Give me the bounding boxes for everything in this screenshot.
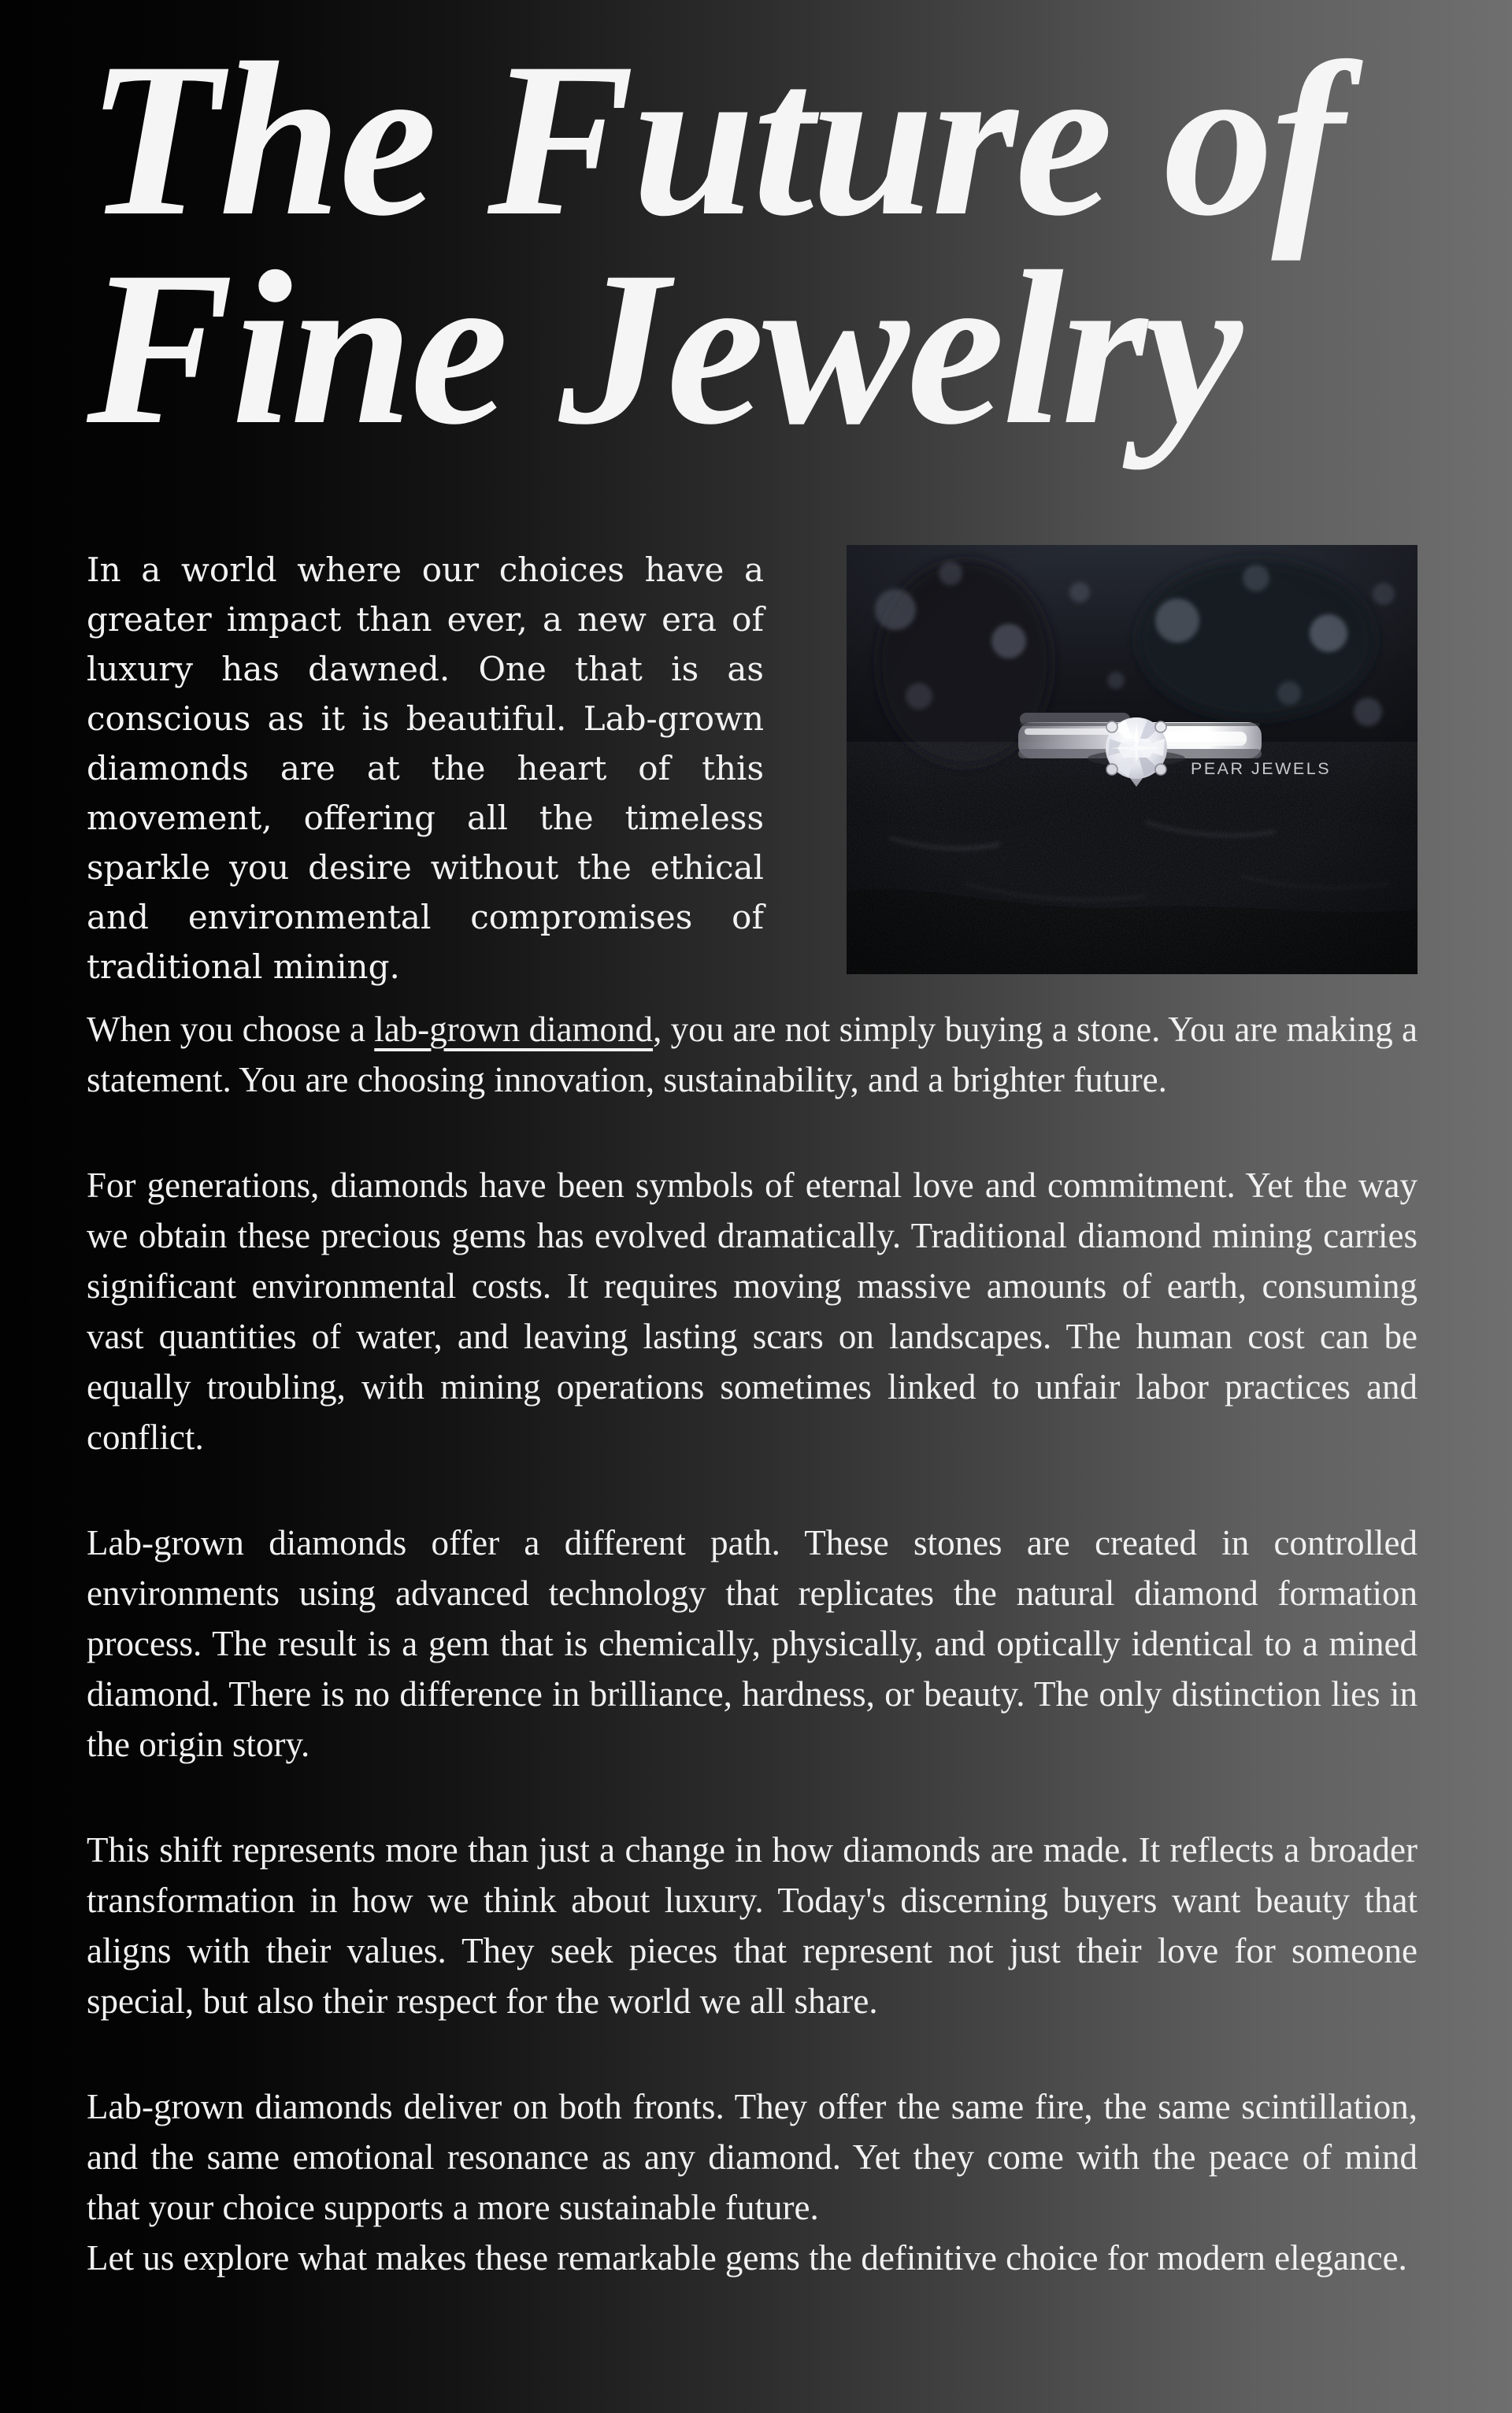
paragraph-shift: This shift represents more than just a change in how diamonds are made. It reflects a broader transformation in how we think about luxury. Today's discerning buyers want beauty that aligns with their values. They seek pieces that represent not just their love for someone special, but also their respect for the world we all share. (87, 1830, 1418, 2021)
paragraph-closing (87, 2081, 1418, 2283)
ring-photo-illustration (847, 545, 1418, 974)
photo-vignette (847, 545, 1418, 974)
paragraph-choose-before: When you choose a (87, 1010, 375, 1049)
lab-grown-diamond-link[interactable]: lab-grown diamond (374, 1010, 654, 1049)
article-body (87, 1004, 1418, 2283)
intro-paragraph: In a world where our choices have a greater impact than ever, a new era of luxury has dawned. One that is as conscious as it is beautiful. Lab-grown diamonds are at the heart of this movement, offering all the timeless sparkle you desire without the ethical and environmental compromises of traditional mining. (87, 550, 764, 986)
paragraph-generations: For generations, diamonds have been symbols of eternal love and commitment. Yet the way we obtain these precious gems has evolved dramatically. Traditional diamond mining carries significant environmental costs. It requires moving massive amounts of earth, consuming vast quantities of water, and leaving lasting scars on landscapes. The human cost can be equally troubling, with mining operations sometimes linked to unfair labor practices and conflict. (87, 1166, 1418, 1457)
page-title (87, 17, 1418, 470)
closing-line-text: Let us explore what makes these remarkable gems the definitive choice for modern elegance. (87, 2238, 1407, 2278)
paragraph-different-path: Lab-grown diamonds offer a different path. These stones are created in controlled environments using advanced technology that replicates the natural diamond formation process. The result is a gem that is chemically, physically, and optically identical to a mined diamond. There is no difference in brilliance, hardness, or beauty. The only distinction lies in the origin story. (87, 1523, 1418, 1764)
intro-section (87, 545, 1418, 992)
hero-image (847, 545, 1418, 974)
page-title-line-2: Fine Jewelry (87, 225, 1240, 470)
paragraph-choose-after: , you are not simply buying a stone. You are making a statement. You are choosing innovation, sustainability, and a brighter future. (87, 1010, 1418, 1099)
closing-paragraph-text: Lab-grown diamonds deliver on both fronts. They offer the same fire, the same scintillation, and the same emotional resonance as any diamond. Yet they come with the peace of mind that your choice supports a more sustainable future. (87, 2087, 1418, 2227)
paragraph-choose (87, 1004, 1418, 1105)
page-title-line-1: The Future of (87, 17, 1343, 261)
